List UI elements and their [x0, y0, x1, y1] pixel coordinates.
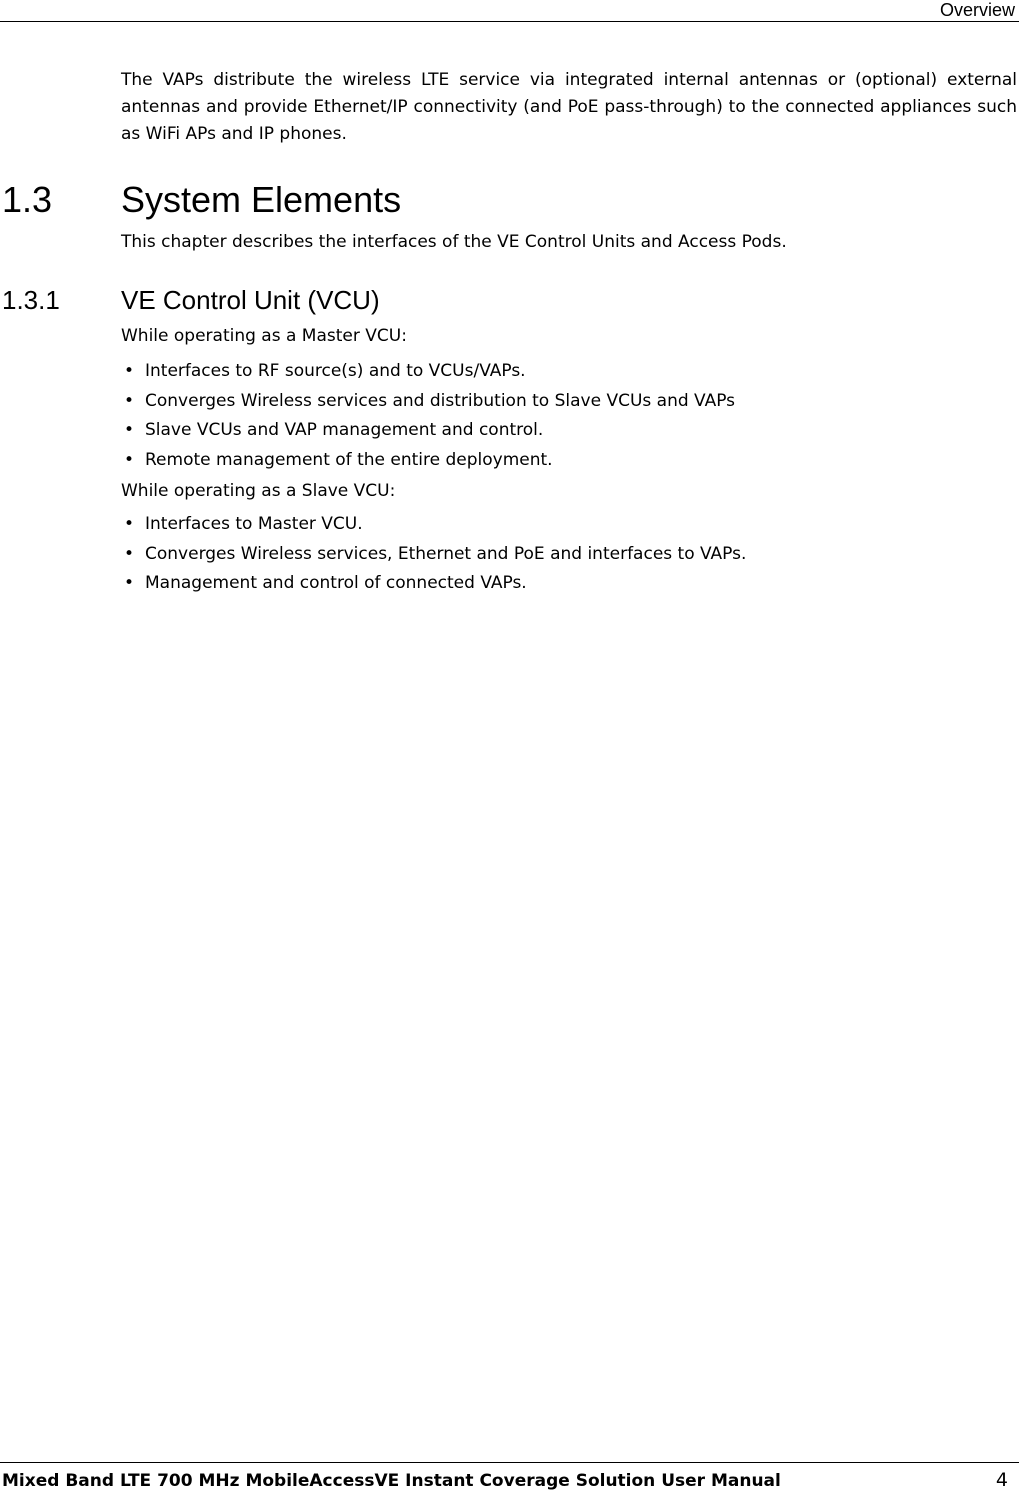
subsection-heading [2, 283, 380, 317]
running-header: Overview [939, 0, 1015, 20]
list-item: • Management and control of connected VAPs. [121, 569, 746, 599]
intro-paragraph: The VAPs distribute the wireless LTE service via integrated internal antennas or (optional) external antennas and provide Ethernet/IP connectivity (and PoE pass-through) to the connected appliances such as WiFi APs and IP phones. [121, 70, 1017, 144]
bullet-icon: • [124, 420, 135, 440]
master-intro: While operating as a Master VCU: [121, 326, 407, 346]
list-item: • Slave VCUs and VAP management and control. [121, 416, 735, 446]
bullet-icon: • [124, 543, 135, 564]
bullet-icon: • [124, 390, 135, 411]
section-number: 1.3 [2, 179, 53, 220]
bullet-icon: • [124, 361, 135, 381]
list-item: • Converges Wireless services and distribution to Slave VCUs and VAPs [121, 387, 735, 417]
list-item: • Interfaces to RF source(s) and to VCUs/VAPs. [121, 357, 735, 387]
footer-title: Mixed Band LTE 700 MHz MobileAccessVE Instant Coverage Solution User Manual [2, 1471, 781, 1491]
bullet-icon: • [124, 449, 135, 470]
subsection-number: 1.3.1 [2, 285, 60, 315]
list-item: • Converges Wireless services, Ethernet and PoE and interfaces to VAPs. [121, 540, 746, 570]
bullet-icon: • [124, 573, 135, 593]
master-bullet-list [121, 357, 735, 475]
bullet-icon: • [124, 514, 135, 534]
list-item: • Interfaces to Master VCU. [121, 510, 746, 540]
section-description: This chapter describes the interfaces of the VE Control Units and Access Pods. [121, 232, 787, 252]
header-rule [0, 21, 1019, 22]
slave-bullet-list [121, 510, 746, 599]
subsection-title: VE Control Unit (VCU) [121, 285, 380, 315]
page-number: 4 [995, 1469, 1008, 1491]
slave-intro: While operating as a Slave VCU: [121, 481, 396, 501]
section-heading [2, 178, 401, 222]
section-title: System Elements [121, 179, 402, 220]
footer-rule [0, 1462, 1019, 1463]
list-item: • Remote management of the entire deployment. [121, 446, 735, 476]
